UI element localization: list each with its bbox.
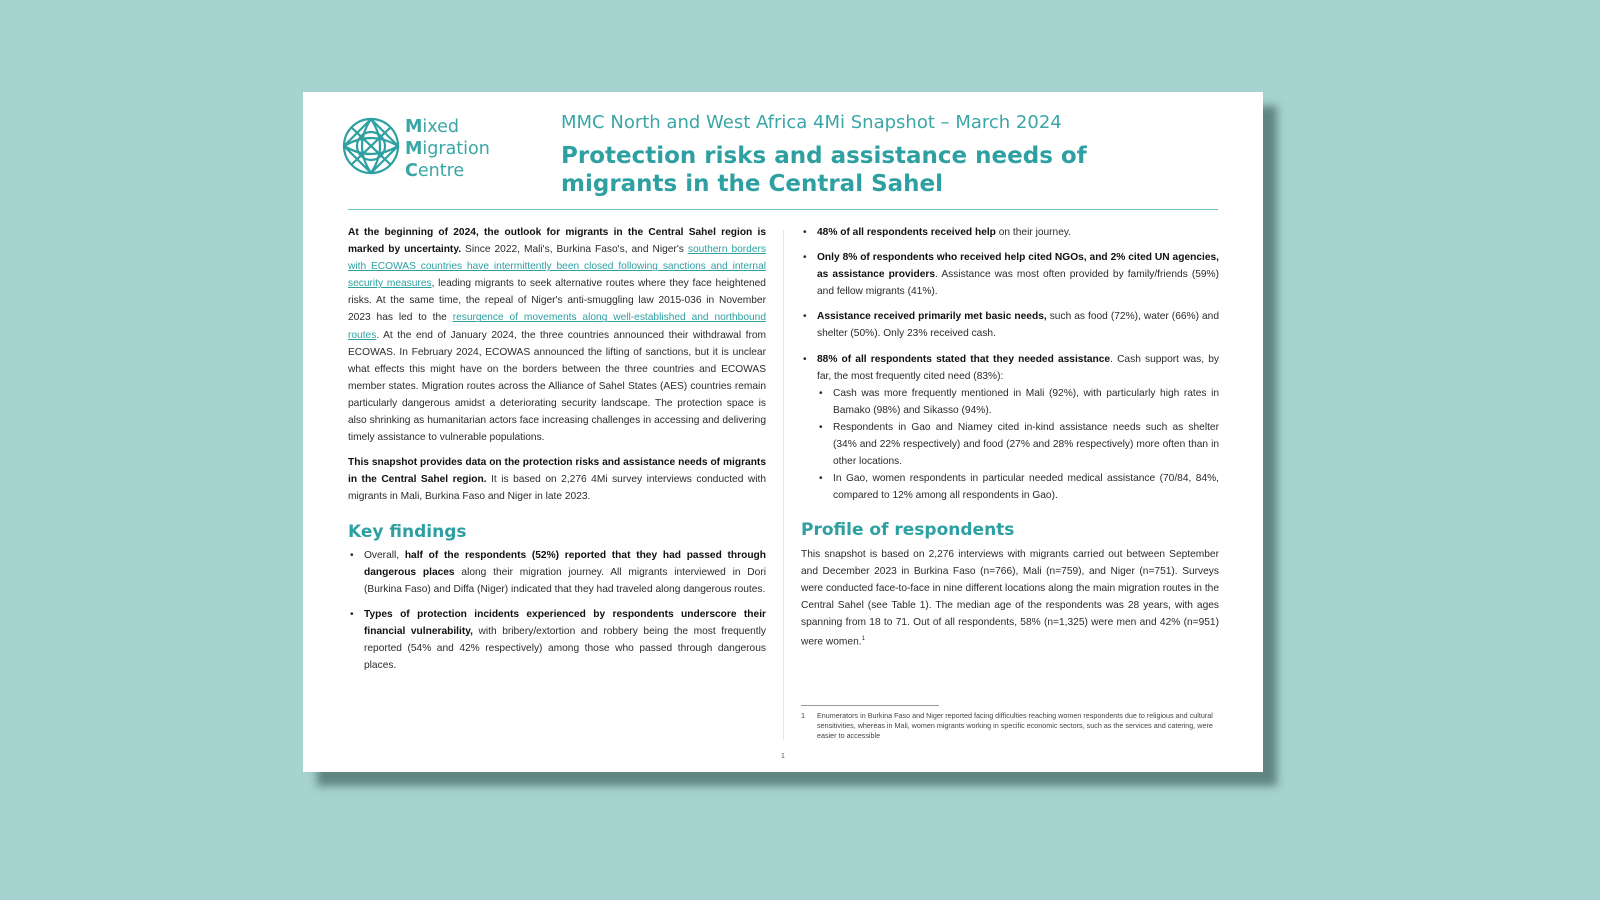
document-subtitle: MMC North and West Africa 4Mi Snapshot – March 2024 bbox=[561, 112, 1062, 133]
right-column bbox=[801, 224, 1219, 658]
link-resurgence-movements[interactable]: resurgence of movements along well-established and northbound routes bbox=[348, 312, 766, 341]
list-item: • 88% of all respondents stated that they needed assistance. Cash support was, by far, the most frequently cited need (83%): • Cash was more frequently mentioned in Mali (92%), with particularly high rates in Bamako (98%) and Sikasso (94%). • Respondents in Gao and Niamey cited in-kind assistance needs such as shelter (34% and 22% respectively) and food (27% and 28% respectively) more often than in other locations. • In Gao, women respondents in particular needed medical assistance (70/84, 84%, compared to 12% among all respondents in Gao). bbox=[801, 351, 1219, 505]
link-border-closures[interactable]: southern borders with ECOWAS countries have intermittently been closed following sanctions and internal security measures bbox=[348, 244, 767, 290]
document-title: Protection risks and assistance needs of migrants in the Central Sahel bbox=[561, 143, 1087, 197]
footnote-text: Enumerators in Burkina Faso and Niger reported facing difficulties reaching women respondents due to religious and cultural sensitivities, whereas in Mali, women migrants working in specific economic sectors, such as the services and catering, were easier to accessible bbox=[817, 711, 1213, 740]
mmc-logo bbox=[341, 116, 521, 181]
footnote-divider bbox=[801, 705, 939, 706]
footnote-number: 1 bbox=[801, 711, 805, 720]
page-number: 1 bbox=[781, 753, 785, 760]
list-item: • 48% of all respondents received help on their journey. bbox=[801, 224, 1219, 241]
mmc-globe-icon bbox=[341, 116, 401, 176]
key-findings-list bbox=[348, 547, 766, 675]
profile-paragraph: This snapshot is based on 2,276 interviews with migrants carried out between September and December 2023 in Burkina Faso (n=766), Mali (n=759), and Niger (n=751). Surveys were conducted face-to-face in nine different locations along the main migration routes in the Central Sahel (see Table 1). The median age of the respondents was 28 years, with ages spanning from 18 to 71. Out of all respondents, 58% (n=1,325) were men and 42% (n=951) were women.$^1$ bbox=[801, 548, 1219, 648]
footnote bbox=[801, 711, 1219, 741]
sub-list-item: • In Gao, women respondents in particular needed medical assistance (70/84, 84%, compared to 12% among all respondents in Gao). bbox=[817, 470, 1219, 504]
sub-list-item: • Cash was more frequently mentioned in Mali (92%), with particularly high rates in Bamako (98%) and Sikasso (94%). bbox=[817, 385, 1219, 419]
list-item: • Assistance received primarily met basic needs, such as food (72%), water (66%) and shelter (50%). Only 23% received cash. bbox=[801, 308, 1219, 342]
left-column bbox=[348, 224, 766, 682]
list-item: • Only 8% of respondents who received help cited NGOs, and 2% cited UN agencies, as assistance providers. Assistance was most often provided by family/friends (59%) and fellow migrants (41%). bbox=[801, 249, 1219, 300]
key-findings-heading: Key findings bbox=[348, 521, 467, 542]
list-item: • Types of protection incidents experienced by respondents underscore their financial vulnerability, with bribery/extortion and robbery being the most frequently reported (54% and 42% respectively) among those who passed through dangerous places. bbox=[348, 606, 766, 674]
findings-list bbox=[801, 224, 1219, 504]
intro-paragraph: At the beginning of 2024, the outlook for migrants in the Central Sahel region is marked by uncertainty. Since 2022, Mali's, Burkina Faso's, and Niger's southern borders with ECOWAS countries have intermittently been closed following sanctions and internal security measures, leading migrants to seek alternative routes where they face heightened risks. At the same time, the repeal of Niger's anti-smuggling law 2015-036 in November 2023 has led to the resurgence of movements along well-established and northbound routes. At the end of January 2024, the three countries announced their withdrawal from ECOWAS. In February 2024, ECOWAS announced the lifting of sanctions, but it is unclear what effects this might have on the borders between the three countries and ECOWAS member states. Migration routes across the Alliance of Sahel States (AES) countries remain particularly dangerous amidst a deteriorating security landscape. The protection space is also shrinking as humanitarian actors face increasing challenges in accessing and delivering timely assistance to vulnerable populations. bbox=[348, 227, 767, 444]
column-divider bbox=[783, 230, 784, 740]
logo-wordmark: Mixed Migration Centre bbox=[405, 117, 490, 181]
profile-heading: Profile of respondents bbox=[801, 520, 1015, 541]
list-item: • Overall, half of the respondents (52%) reported that they had passed through dangerous places along their migration journey. All migrants interviewed in Dori (Burkina Faso) and Diffa (Niger) indicated that they had traveled along dangerous routes. bbox=[348, 547, 766, 598]
snapshot-paragraph: This snapshot provides data on the protection risks and assistance needs of migrants in the Central Sahel region. It is based on 2,276 4Mi survey interviews conducted with migrants in Mali, Burkina Faso and Niger in late 2023. bbox=[348, 457, 766, 503]
sub-list-item: • Respondents in Gao and Niamey cited in-kind assistance needs such as shelter (34% and 22% respectively) and food (27% and 28% respectively) more often than in other locations. bbox=[817, 419, 1219, 470]
document-page bbox=[303, 92, 1263, 772]
header-divider bbox=[348, 209, 1218, 210]
assistance-needs-sublist bbox=[817, 385, 1219, 505]
footnote-reference[interactable]: 1 bbox=[861, 635, 865, 642]
